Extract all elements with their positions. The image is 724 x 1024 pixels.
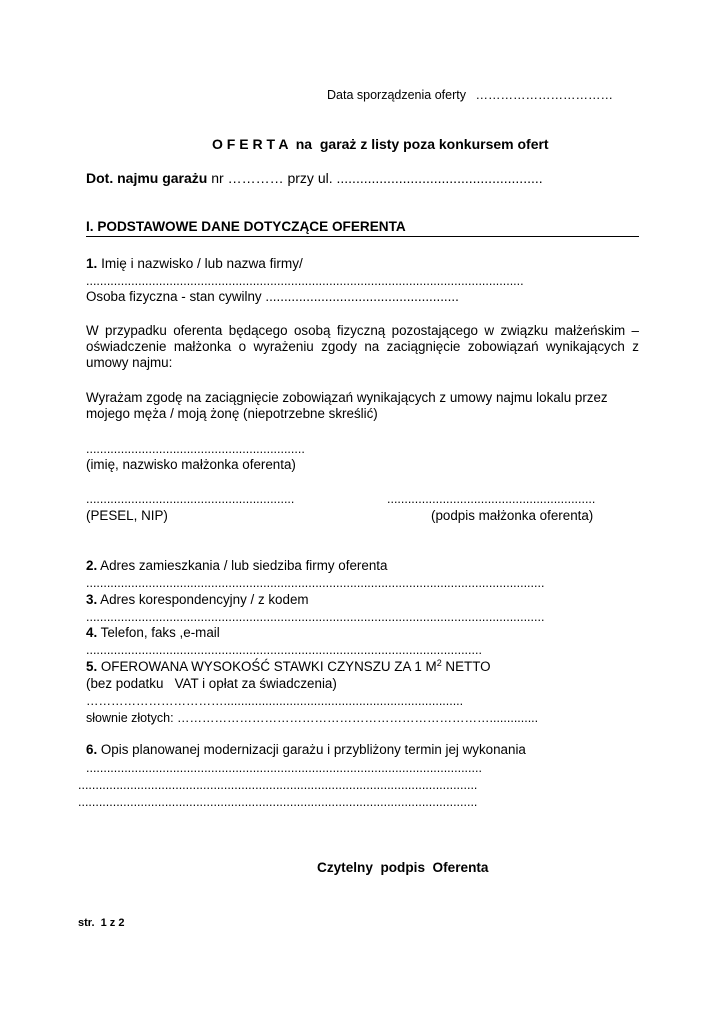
item-2-dots: .................................................................................................................................... (86, 576, 545, 590)
item-2 (86, 558, 387, 574)
subject-label: Dot. najmu garażu (86, 170, 208, 186)
subject-nr-street: nr ………… przy ul. ..................................................... (207, 170, 543, 186)
subject-line (86, 170, 543, 186)
item-6-label: Opis planowanej modernizacji garażu i przybliżony termin jej wykonania (97, 742, 526, 757)
item-5-label: OFEROWANA WYSOKOŚĆ STAWKI CZYNSZU ZA 1 M (97, 659, 437, 674)
item-5-netto: NETTO (441, 659, 491, 674)
item-3-number: 3. (86, 592, 98, 607)
item-4-label: Telefon, faks ,e-mail (97, 625, 220, 640)
item-1-label: Imię i nazwisko / lub nazwa firmy/ (97, 256, 303, 271)
item-4-dots: .................................................................................................................. (86, 643, 482, 657)
item-1 (86, 256, 303, 272)
item-4-number: 4. (86, 625, 98, 640)
offer-date-blank: …………………………… (475, 88, 613, 102)
spouse-statement-paragraph: W przypadku oferenta będącego osobą fizyczną pozostającego w związku małżeńskim – oświadczenie małżonka o wyrażeniu zgody na zaciągnięcie zobowiązań wynikających z umowy najmu: (86, 323, 639, 370)
section-1-heading: I. PODSTAWOWE DANE DOTYCZĄCE OFERENTA (86, 219, 406, 234)
spouse-signature-label: (podpis małżonka oferenta) (431, 508, 594, 523)
item-6-number: 6. (86, 742, 98, 757)
offer-date-line (327, 87, 613, 103)
pesel-label: (PESEL, NIP) (86, 508, 168, 523)
spouse-name-label: (imię, nazwisko małżonka oferenta) (86, 457, 296, 472)
item-2-label: Adres zamieszkania / lub siedziba firmy oferenta (97, 558, 388, 573)
offer-title: O F E R T A na garaż z listy poza konkursem ofert (212, 136, 549, 152)
item-1-number: 1. (86, 256, 98, 271)
item-6-dots-3: ................................................................................................................... (78, 795, 478, 809)
item-5-number: 5. (86, 659, 98, 674)
spouse-consent-paragraph: Wyrażam zgodę na zaciągnięcie zobowiązań wynikających z umowy najmu lokalu przez mojego męża / moją żonę (niepotrzebne skreślić) (86, 390, 608, 421)
item-6-dots-2: ................................................................................................................... (78, 778, 478, 792)
item-6-dots-1: .................................................................................................................. (86, 761, 482, 775)
item-5-subtext: (bez podatku VAT i opłat za świadczenia) (86, 676, 337, 691)
page-number: str. 1 z 2 (78, 917, 125, 929)
section-1-underline (86, 236, 639, 237)
offeror-signature-label: Czytelny podpis Oferenta (317, 860, 489, 875)
pesel-dots: ............................................................ (86, 492, 295, 506)
item-5-superscript: 2 (436, 658, 442, 668)
spouse-name-dots: ............................................................... (86, 442, 305, 456)
item-5 (86, 659, 491, 675)
item-5-amount-in-words: słownie złotych: ………………………………………………………………….............. (86, 711, 539, 725)
offer-date-label: Data sporządzenia oferty (327, 88, 466, 102)
item-5-dots: ……………………………..................................................................... (86, 694, 464, 708)
item-1-dots: .............................................................................................................................. (86, 274, 524, 288)
item-2-number: 2. (86, 558, 98, 573)
item-4 (86, 625, 220, 641)
spouse-signature-dots: ............................................................ (387, 492, 596, 506)
item-3-dots: .................................................................................................................................... (86, 610, 545, 624)
item-3-label: Adres korespondencyjny / z kodem (97, 592, 309, 607)
item-6 (86, 742, 526, 758)
item-3 (86, 592, 309, 608)
civil-status-line: Osoba fizyczna - stan cywilny .................................................... (86, 289, 459, 304)
